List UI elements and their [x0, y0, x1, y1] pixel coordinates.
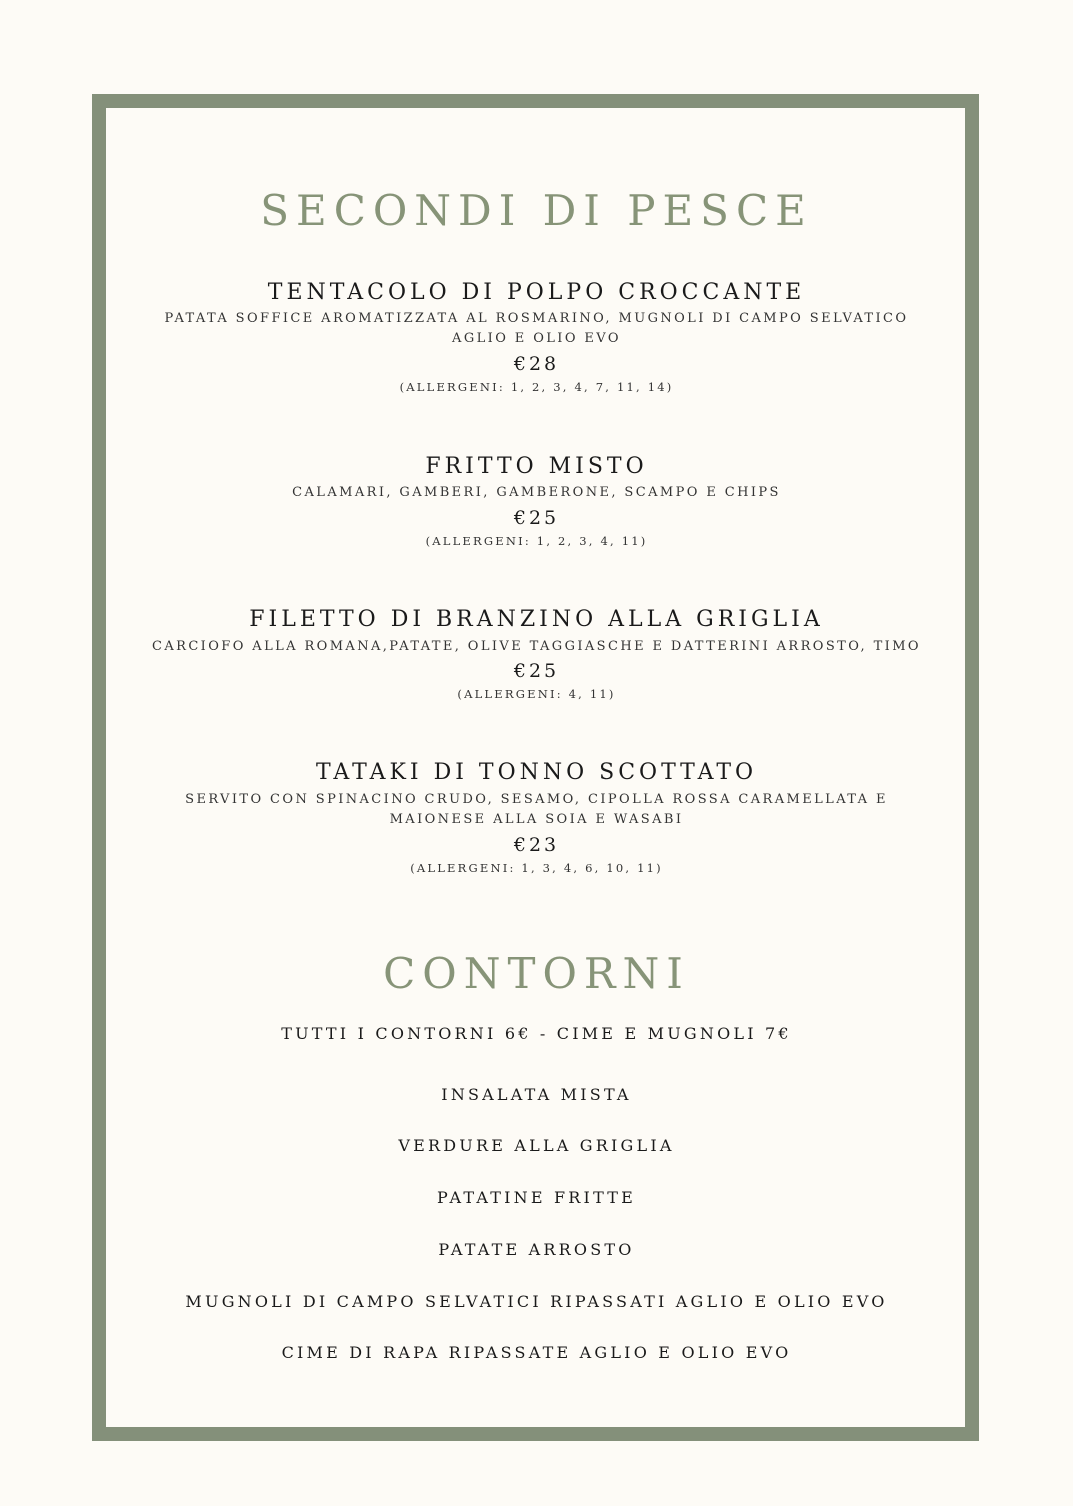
section-title-secondi: SECONDI DI PESCE [260, 186, 813, 235]
side-dish-item: VERDURE ALLA GRIGLIA [398, 1136, 675, 1155]
dish-description: AGLIO E OLIO EVO [452, 331, 621, 346]
contorni-price-note: TUTTI I CONTORNI 6€ - CIME E MUGNOLI 7€ [281, 1024, 792, 1043]
side-dish-item: MUGNOLI DI CAMPO SELVATICI RIPASSATI AGLIO E OLIO EVO [185, 1292, 888, 1311]
dish-description: PATATA SOFFICE AROMATIZZATA AL ROSMARINO, MUGNOLI DI CAMPO SELVATICO [164, 311, 909, 326]
side-dish-item: CIME DI RAPA RIPASSATE AGLIO E OLIO EVO [281, 1343, 792, 1362]
dish-description: CARCIOFO ALLA ROMANA,PATATE, OLIVE TAGGIASCHE E DATTERINI ARROSTO, TIMO [152, 639, 921, 654]
dish-price: €25 [513, 507, 560, 529]
dish-price: €23 [513, 834, 560, 856]
dish-price: €28 [513, 353, 560, 375]
dish-name: FRITTO MISTO [425, 454, 648, 479]
side-dish-item: PATATE ARROSTO [438, 1240, 635, 1259]
dish-allergens: (ALLERGENI: 1, 2, 3, 4, 11) [425, 534, 648, 548]
dish-name: TENTACOLO DI POLPO CROCCANTE [267, 280, 806, 305]
section-title-contorni: CONTORNI [383, 949, 690, 998]
side-dish-item: PATATINE FRITTE [437, 1188, 636, 1207]
dish-name: FILETTO DI BRANZINO ALLA GRIGLIA [249, 607, 824, 632]
dish-description: CALAMARI, GAMBERI, GAMBERONE, SCAMPO E CHIPS [292, 485, 781, 500]
dish-description: SERVITO CON SPINACINO CRUDO, SESAMO, CIPOLLA ROSSA CARAMELLATA E [185, 792, 888, 807]
dish-price: €25 [513, 660, 560, 682]
dish-allergens: (ALLERGENI: 1, 2, 3, 4, 7, 11, 14) [399, 380, 674, 394]
dish-name: TATAKI DI TONNO SCOTTATO [315, 760, 758, 785]
dish-allergens: (ALLERGENI: 4, 11) [457, 687, 616, 701]
dish-allergens: (ALLERGENI: 1, 3, 4, 6, 10, 11) [410, 861, 663, 875]
side-dish-item: INSALATA MISTA [441, 1085, 632, 1104]
dish-description: MAIONESE ALLA SOIA E WASABI [389, 812, 684, 827]
